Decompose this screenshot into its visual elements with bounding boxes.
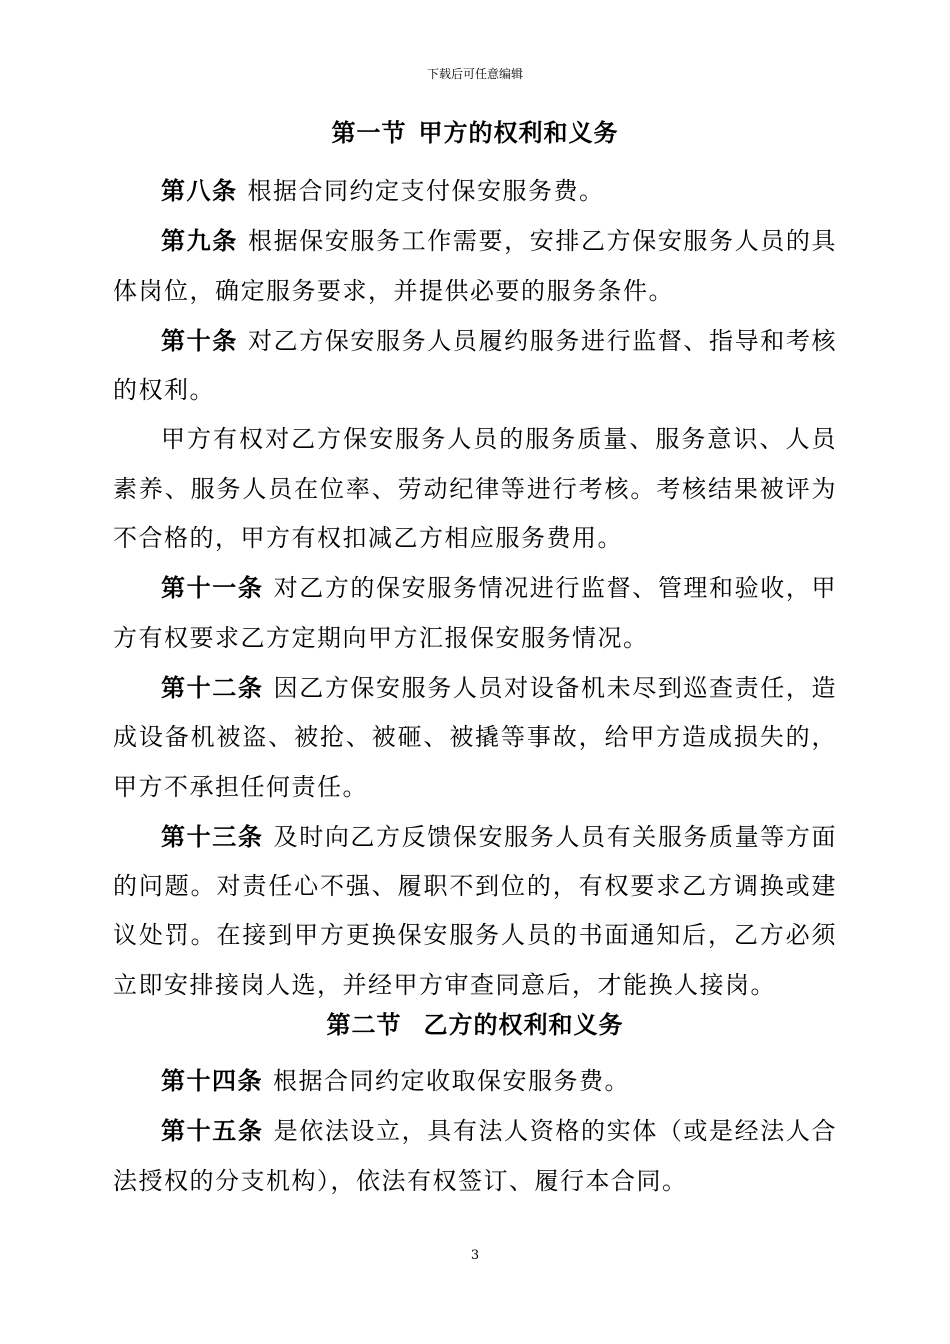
section-heading: 乙方的权利和义务	[423, 1010, 624, 1040]
clause-8	[113, 166, 837, 216]
clause-9	[113, 216, 837, 316]
section-title-1	[113, 118, 837, 166]
clause-label: 第十四条	[161, 1066, 263, 1096]
clause-text: 对乙方的保安服务情况进行监督、管理和验收，甲方有权要求乙方定期向甲方汇报保安服务情况。	[113, 574, 838, 652]
clause-label: 第八条	[161, 176, 238, 205]
section-title-2	[113, 1010, 837, 1056]
clause-11	[113, 563, 837, 663]
clause-text: 甲方有权对乙方保安服务人员的服务质量、服务意识、人员素养、服务人员在位率、劳动纪律等进行考核。考核结果被评为不合格的，甲方有权扣减乙方相应服务费用。	[113, 425, 837, 553]
clause-10-detail	[113, 415, 837, 563]
clause-label: 第九条	[161, 226, 238, 256]
page-header-note: 下载后可任意编辑	[426, 67, 523, 81]
clause-15	[113, 1106, 837, 1206]
clause-label: 第十二条	[161, 672, 264, 702]
clause-text: 是依法设立，具有法人资格的实体（或是经法人合法授权的分支机构），依法有权签订、履行本合同。	[113, 1117, 838, 1195]
clause-text: 根据合同约定收取保安服务费。	[273, 1067, 630, 1096]
clause-text: 对乙方保安服务人员履约服务进行监督、指导和考核的权利。	[113, 326, 838, 405]
clause-13	[113, 812, 837, 1010]
section-heading: 甲方的权利和义务	[418, 118, 619, 147]
clause-14	[113, 1056, 837, 1106]
clause-label: 第十一条	[161, 573, 264, 603]
page-number: 3	[470, 1248, 480, 1263]
section-number: 第二节	[326, 1010, 402, 1040]
clause-12	[113, 663, 837, 812]
clause-label: 第十五条	[161, 1116, 264, 1146]
document-body	[113, 118, 837, 1206]
clause-text: 因乙方保安服务人员对设备机未尽到巡查责任，造成设备机被盗、被抢、被砸、被撬等事故，给甲方造成损失的，甲方不承担任何责任。	[113, 673, 838, 801]
clause-label: 第十条	[161, 325, 238, 355]
section-number: 第一节	[331, 118, 407, 147]
clause-text: 及时向乙方反馈保安服务人员有关服务质量等方面的问题。对责任心不强、履职不到位的，有权要求乙方调换或建议处罚。在接到甲方更换保安服务人员的书面通知后，乙方必须立即安排接岗人选，并经甲方审查同意后，才能换人接岗。	[113, 822, 838, 999]
clause-10	[113, 316, 837, 416]
clause-text: 根据合同约定支付保安服务费。	[247, 177, 605, 205]
clause-text: 根据保安服务工作需要，安排乙方保安服务人员的具体岗位，确定服务要求，并提供必要的服务条件。	[113, 227, 838, 305]
clause-label: 第十三条	[161, 821, 264, 851]
